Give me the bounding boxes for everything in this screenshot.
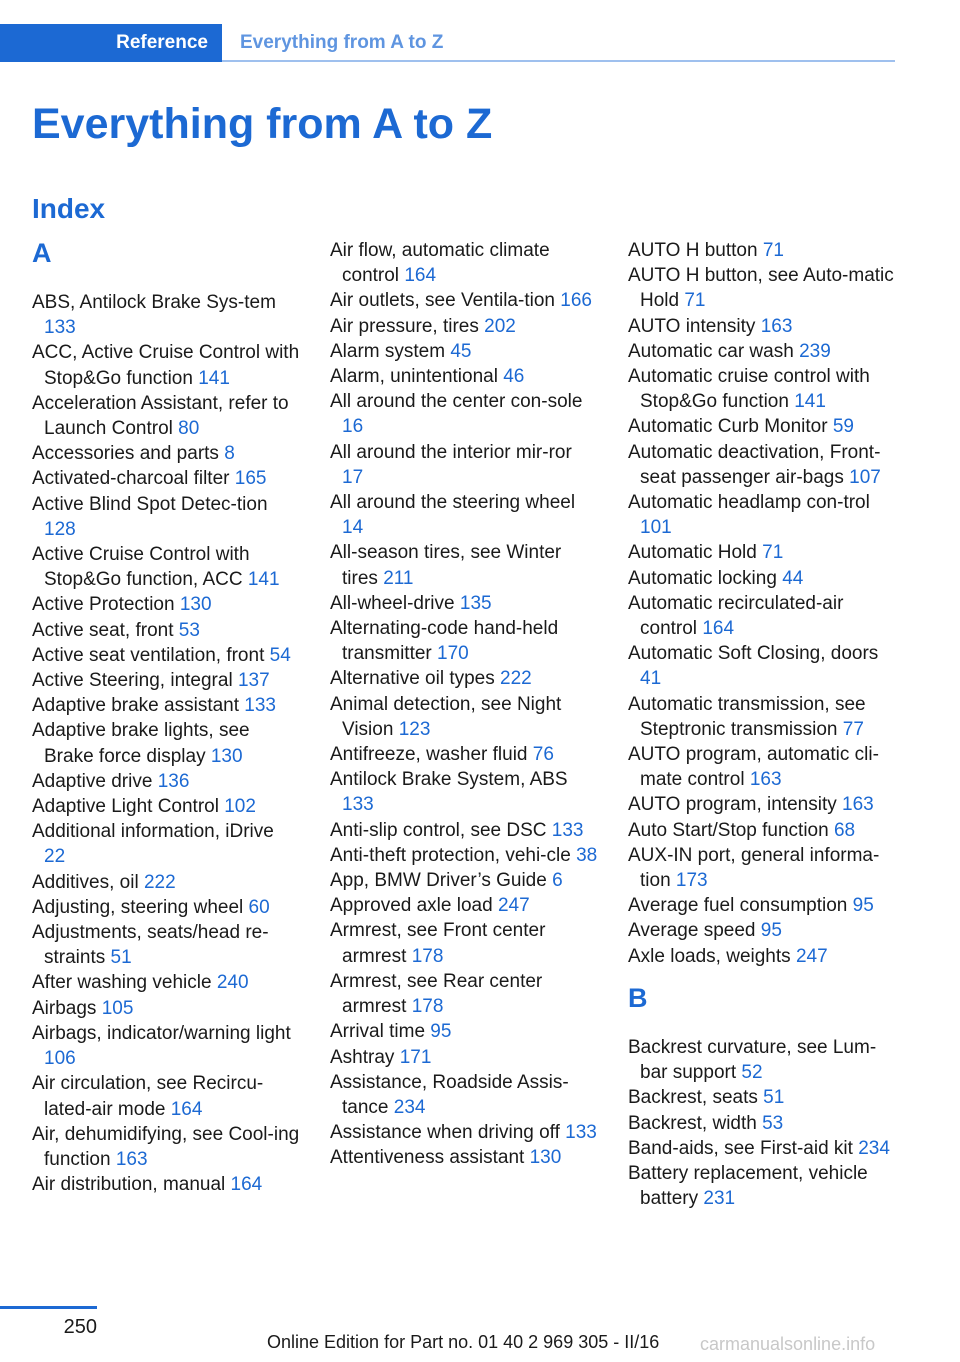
index-entry — [330, 742, 598, 767]
page-link[interactable]: 51 — [110, 947, 132, 969]
page-link[interactable]: 211 — [383, 567, 414, 589]
page-link[interactable]: 105 — [101, 997, 134, 1019]
index-entry — [330, 893, 598, 918]
index-entry-text: AUTO intensity — [628, 315, 756, 337]
index-entry — [32, 895, 300, 920]
page-link[interactable]: 141 — [794, 391, 826, 413]
index-entry-text: Automatic cruise control with Stop&Go function — [628, 366, 870, 413]
header-bar — [0, 24, 895, 62]
index-column-1 — [32, 238, 300, 1197]
index-entry — [628, 238, 896, 263]
page-link[interactable]: 51 — [763, 1087, 785, 1109]
page-link[interactable]: 163 — [842, 794, 874, 816]
index-entry-text: Additives, oil — [32, 871, 139, 893]
index-entry-text: Antilock Brake System, ABS — [330, 769, 568, 791]
page-link[interactable]: 22 — [44, 846, 66, 868]
index-entry-text: Active Cruise Control with Stop&Go function, ACC — [32, 544, 250, 591]
page-link[interactable]: 130 — [210, 745, 243, 767]
page-link[interactable]: 59 — [832, 416, 854, 438]
index-entry-text: Anti-slip control, see DSC — [330, 819, 547, 841]
index-entry — [330, 540, 598, 590]
index-entry-text: Acceleration Assistant, refer to Launch Control — [32, 392, 289, 440]
index-entry-text: Automatic deactivation, Front-seat passenger air-bags — [628, 441, 881, 488]
index-entry-text: Backrest, width — [628, 1112, 757, 1134]
page-link[interactable]: 107 — [849, 466, 881, 488]
page-link[interactable]: 71 — [762, 542, 784, 564]
index-entry-text: Adaptive brake lights, see Brake force display — [32, 720, 250, 767]
page-link[interactable]: 6 — [552, 870, 563, 892]
index-entry — [628, 1161, 896, 1211]
index-entry-text: Adaptive drive — [32, 770, 153, 792]
index-entry-text: Accessories and parts — [32, 443, 219, 465]
index-entry-text: Automatic transmission, see Steptronic transmission — [628, 693, 866, 740]
page-link[interactable]: 101 — [640, 517, 672, 539]
index-entry — [330, 868, 598, 893]
index-entry-text: Assistance, Roadside Assis-tance — [330, 1071, 569, 1118]
index-entry — [330, 1120, 598, 1145]
index-entry — [32, 1122, 300, 1172]
index-entry-text: AUTO program, automatic cli-mate control — [628, 744, 879, 791]
index-entry-text: AUTO H button — [628, 240, 758, 261]
index-entry — [330, 288, 598, 313]
page-link[interactable]: 95 — [430, 1021, 452, 1043]
page-link[interactable]: 41 — [640, 668, 662, 690]
index-entry — [330, 616, 598, 666]
index-entry — [32, 592, 300, 617]
page-link[interactable]: 71 — [684, 290, 706, 312]
index-entry-text: Active Steering, integral — [32, 670, 233, 692]
page-link[interactable]: 137 — [237, 670, 270, 692]
page-link[interactable]: 163 — [115, 1148, 148, 1170]
index-entry-text: Backrest curvature, see Lum-bar support — [628, 1036, 877, 1084]
index-entry-text: Automatic Soft Closing, doors — [628, 643, 879, 665]
edition-info: Online Edition for Part no. 01 40 2 969 305 - II/16 — [267, 1332, 660, 1352]
page-link[interactable]: 141 — [247, 569, 280, 591]
index-entry — [628, 339, 896, 364]
index-entry — [32, 693, 300, 718]
index-entry-text: After washing vehicle — [32, 972, 212, 994]
index-entry-text: Automatic Curb Monitor — [628, 416, 828, 438]
index-entry — [32, 542, 300, 592]
index-letter-heading: A — [32, 238, 52, 268]
index-entry-text: All around the interior mir-ror — [330, 441, 572, 463]
index-entry — [330, 1145, 598, 1170]
index-entry — [330, 1070, 598, 1120]
index-entry — [32, 1021, 300, 1071]
page-link[interactable]: 38 — [576, 844, 598, 866]
page-link[interactable]: 166 — [560, 290, 592, 312]
index-entry — [628, 843, 896, 893]
index-entry — [32, 441, 300, 466]
index-entry — [330, 389, 598, 439]
index-entry-text: Additional information, iDrive — [32, 821, 274, 843]
index-entry — [330, 818, 598, 843]
index-entry-text: Approved axle load — [330, 895, 493, 917]
page-link[interactable]: 133 — [244, 695, 276, 717]
index-entry — [32, 1071, 300, 1121]
index-entry — [628, 641, 896, 691]
index-entry-text: AUTO H button, see Auto-matic Hold — [628, 265, 894, 312]
index-entry-text: Airbags, indicator/warning light — [32, 1022, 291, 1044]
index-entry — [330, 314, 598, 339]
index-entry — [628, 944, 896, 969]
page-link[interactable]: 222 — [500, 668, 532, 690]
page-link[interactable]: 133 — [44, 317, 76, 339]
index-entry — [32, 1172, 300, 1197]
page-link[interactable]: 178 — [411, 945, 444, 967]
page-link[interactable]: 164 — [230, 1174, 263, 1196]
index-entry-text: Active Blind Spot Detec-tion — [32, 493, 268, 515]
index-entry — [32, 718, 300, 768]
index-entry — [330, 339, 598, 364]
index-entry — [628, 1035, 896, 1085]
index-entry — [330, 969, 598, 1019]
index-entry-text: Alarm system — [330, 340, 446, 362]
page-link[interactable]: 17 — [342, 466, 364, 488]
index-entry-text: App, BMW Driver’s Guide — [330, 870, 547, 892]
index-entry — [628, 566, 896, 591]
index-entry-text: ABS, Antilock Brake Sys-tem — [32, 292, 276, 313]
index-entry — [628, 1136, 896, 1161]
index-entry-text: Automatic car wash — [628, 340, 794, 362]
index-entry — [330, 490, 598, 540]
page-number: 250 — [63, 1316, 97, 1338]
index-entry — [32, 920, 300, 970]
page-link[interactable]: 8 — [224, 443, 235, 465]
index-entry-text: Battery replacement, vehicle battery — [628, 1162, 868, 1210]
index-entry-text: Active Protection — [32, 594, 175, 616]
index-entry-text: Adjustments, seats/head re-straints — [32, 922, 269, 969]
page-link[interactable]: 136 — [157, 770, 190, 792]
index-entry-text: AUX-IN port, general informa-tion — [628, 844, 880, 892]
page-link[interactable]: 53 — [762, 1112, 784, 1134]
index-entry-text: Automatic locking — [628, 567, 777, 589]
index-entry — [32, 668, 300, 693]
index-entry-text: Alternative oil types — [330, 668, 495, 690]
index-entry — [628, 540, 896, 565]
page-link[interactable]: 133 — [565, 1122, 597, 1144]
index-entry — [32, 819, 300, 869]
index-entry — [628, 818, 896, 843]
page-link[interactable]: 163 — [760, 315, 793, 337]
index-entry-text: Attentiveness assistant — [330, 1147, 525, 1169]
index-entry-text: Band-aids, see First-aid kit — [628, 1137, 853, 1159]
index-entry-text: Ashtray — [330, 1046, 395, 1068]
index-entry-text: Average speed — [628, 920, 756, 942]
index-entry-text: Adjusting, steering wheel — [32, 896, 244, 918]
index-entry — [32, 970, 300, 995]
page-link[interactable]: 76 — [532, 744, 554, 766]
index-entry — [330, 767, 598, 817]
index-entry-text: Adaptive brake assistant — [32, 695, 240, 717]
page-link[interactable]: 128 — [44, 518, 76, 540]
index-entry-text: Alarm, unintentional — [330, 366, 498, 388]
index-entry — [628, 893, 896, 918]
page-link[interactable]: 106 — [44, 1048, 76, 1070]
index-entry-text: Automatic Hold — [628, 542, 757, 564]
index-entry — [32, 618, 300, 643]
index-entry — [330, 692, 598, 742]
page-link[interactable]: 95 — [852, 895, 874, 917]
page-link[interactable]: 95 — [760, 920, 782, 942]
index-entry-text: Average fuel consumption — [628, 895, 848, 917]
index-entry — [330, 1019, 598, 1044]
index-entry-text: Activated-charcoal filter — [32, 468, 230, 490]
index-column-2 — [330, 238, 598, 1171]
index-entry-text: Automatic recirculated-air control — [628, 592, 844, 640]
index-entry-text: Air flow, automatic climate control — [330, 240, 550, 287]
index-entry-text: Airbags — [32, 997, 97, 1019]
index-entry-text: ACC, Active Cruise Control with Stop&Go function — [32, 342, 300, 389]
page-link[interactable]: 173 — [675, 870, 708, 892]
index-entry — [628, 1111, 896, 1136]
index-entry — [628, 490, 896, 540]
index-entry — [330, 918, 598, 968]
page-link[interactable]: 71 — [762, 240, 784, 261]
index-entry — [330, 364, 598, 389]
page-link[interactable]: 54 — [269, 644, 291, 666]
index-entry-text: Air pressure, tires — [330, 315, 479, 337]
index-entry — [32, 643, 300, 668]
header-divider — [222, 60, 895, 62]
index-entry-text: Backrest, seats — [628, 1087, 758, 1109]
index-entry — [32, 391, 300, 441]
page-link[interactable]: 202 — [484, 315, 516, 337]
index-entry-text: Auto Start/Stop function — [628, 819, 829, 841]
page-link[interactable]: 68 — [833, 819, 856, 841]
index-entry-text: Active seat ventilation, front — [32, 644, 265, 666]
page-link[interactable]: 239 — [799, 340, 831, 362]
index-entry — [330, 238, 598, 288]
page-link[interactable]: 234 — [858, 1137, 890, 1159]
page-link[interactable]: 231 — [703, 1188, 736, 1210]
index-entry — [628, 414, 896, 439]
index-heading: Index — [32, 193, 106, 224]
page-link[interactable]: 80 — [178, 418, 200, 440]
page-link[interactable]: 53 — [178, 619, 200, 641]
index-entry-text: Assistance when driving off — [330, 1122, 560, 1144]
page-link[interactable]: 14 — [342, 517, 364, 539]
index-entry-text: AUTO program, intensity — [628, 794, 837, 816]
index-entry — [628, 1085, 896, 1110]
index-entry-text: Armrest, see Front center armrest — [330, 920, 546, 967]
index-entry-text: Anti-theft protection, vehi-cle — [330, 844, 571, 866]
page-link[interactable]: 133 — [342, 794, 374, 816]
page-link[interactable]: 60 — [248, 896, 270, 918]
index-letter-heading: B — [628, 982, 648, 1013]
index-entry — [628, 440, 896, 490]
page-link[interactable]: 46 — [503, 366, 525, 388]
page-title: Everything from A to Z — [32, 100, 493, 148]
page-link[interactable]: 247 — [795, 945, 828, 967]
index-entry-text: Active seat, front — [32, 619, 174, 641]
page-link[interactable]: 222 — [143, 871, 176, 893]
page-link[interactable]: 130 — [529, 1147, 562, 1169]
index-entry — [330, 1045, 598, 1070]
footer-divider — [0, 1306, 97, 1309]
index-entry — [628, 692, 896, 742]
page-link[interactable]: 240 — [216, 972, 249, 994]
index-entry — [32, 466, 300, 491]
index-entry — [32, 870, 300, 895]
page-link[interactable]: 133 — [551, 819, 584, 841]
index-entry-text: Antifreeze, washer fluid — [330, 744, 528, 766]
index-entry — [32, 290, 300, 340]
index-column-3 — [628, 238, 896, 1211]
index-entry-text: Adaptive Light Control — [32, 796, 219, 818]
index-entry-text: All around the steering wheel — [330, 492, 576, 514]
index-entry-text: All-wheel-drive — [330, 592, 455, 614]
index-entry — [628, 591, 896, 641]
index-entry-text: Air, dehumidifying, see Cool-ing function — [32, 1123, 300, 1170]
index-entry-text: All around the center con-sole — [330, 391, 583, 413]
index-entry — [32, 340, 300, 390]
section-tab[interactable]: Reference — [0, 24, 222, 62]
index-entry-text: Alternating-code hand-held transmitter — [330, 618, 559, 665]
page-link[interactable]: 52 — [741, 1062, 763, 1084]
page-link[interactable]: 247 — [497, 895, 530, 917]
index-entry — [628, 742, 896, 792]
index-entry-text: Air circulation, see Recircu-lated-air mode — [32, 1073, 264, 1120]
page-link[interactable]: 130 — [179, 594, 212, 616]
index-entry — [32, 794, 300, 819]
index-entry — [628, 263, 896, 313]
watermark: carmanualsonline.info — [700, 1334, 876, 1354]
index-entry-text: Automatic headlamp con-trol — [628, 492, 870, 514]
page-link[interactable]: 164 — [702, 618, 735, 640]
page-link[interactable]: 234 — [393, 1096, 426, 1118]
index-entry — [330, 440, 598, 490]
index-entry-text: Arrival time — [330, 1021, 426, 1043]
page-link[interactable]: 178 — [411, 996, 444, 1018]
index-entry-text: Armrest, see Rear center armrest — [330, 970, 543, 1018]
page-link[interactable]: 163 — [749, 769, 782, 791]
index-entry — [628, 364, 896, 414]
page-link[interactable]: 123 — [398, 718, 431, 740]
page-link[interactable]: 44 — [782, 567, 804, 589]
page-link[interactable]: 135 — [459, 592, 492, 614]
page-link[interactable]: 45 — [450, 340, 472, 362]
page-link[interactable]: 141 — [198, 367, 230, 389]
index-entry — [32, 996, 300, 1021]
index-entry — [330, 666, 598, 691]
page-link[interactable]: 164 — [404, 265, 437, 287]
index-entry-text: All-season tires, see Winter tires — [330, 542, 562, 589]
page-link[interactable]: 171 — [399, 1046, 432, 1068]
index-entry — [628, 792, 896, 817]
page-link[interactable]: 165 — [234, 468, 267, 490]
index-entry-text: Animal detection, see Night Vision — [330, 693, 562, 740]
index-entry — [330, 591, 598, 616]
index-entry — [32, 769, 300, 794]
index-entry — [628, 918, 896, 943]
index-entry — [628, 314, 896, 339]
page-link[interactable]: 170 — [437, 643, 469, 665]
page-link[interactable]: 16 — [342, 416, 364, 438]
breadcrumb[interactable]: Everything from A to Z — [240, 32, 444, 53]
index-entry — [330, 843, 598, 868]
page-link[interactable]: 77 — [842, 718, 864, 740]
index-entry-text: Axle loads, weights — [628, 945, 791, 967]
page-link[interactable]: 164 — [170, 1098, 203, 1120]
index-entry-text: Air outlets, see Ventila-tion — [330, 290, 555, 312]
index-entry — [32, 492, 300, 542]
index-entry-text: Air distribution, manual — [32, 1174, 226, 1196]
page-link[interactable]: 102 — [224, 796, 256, 818]
